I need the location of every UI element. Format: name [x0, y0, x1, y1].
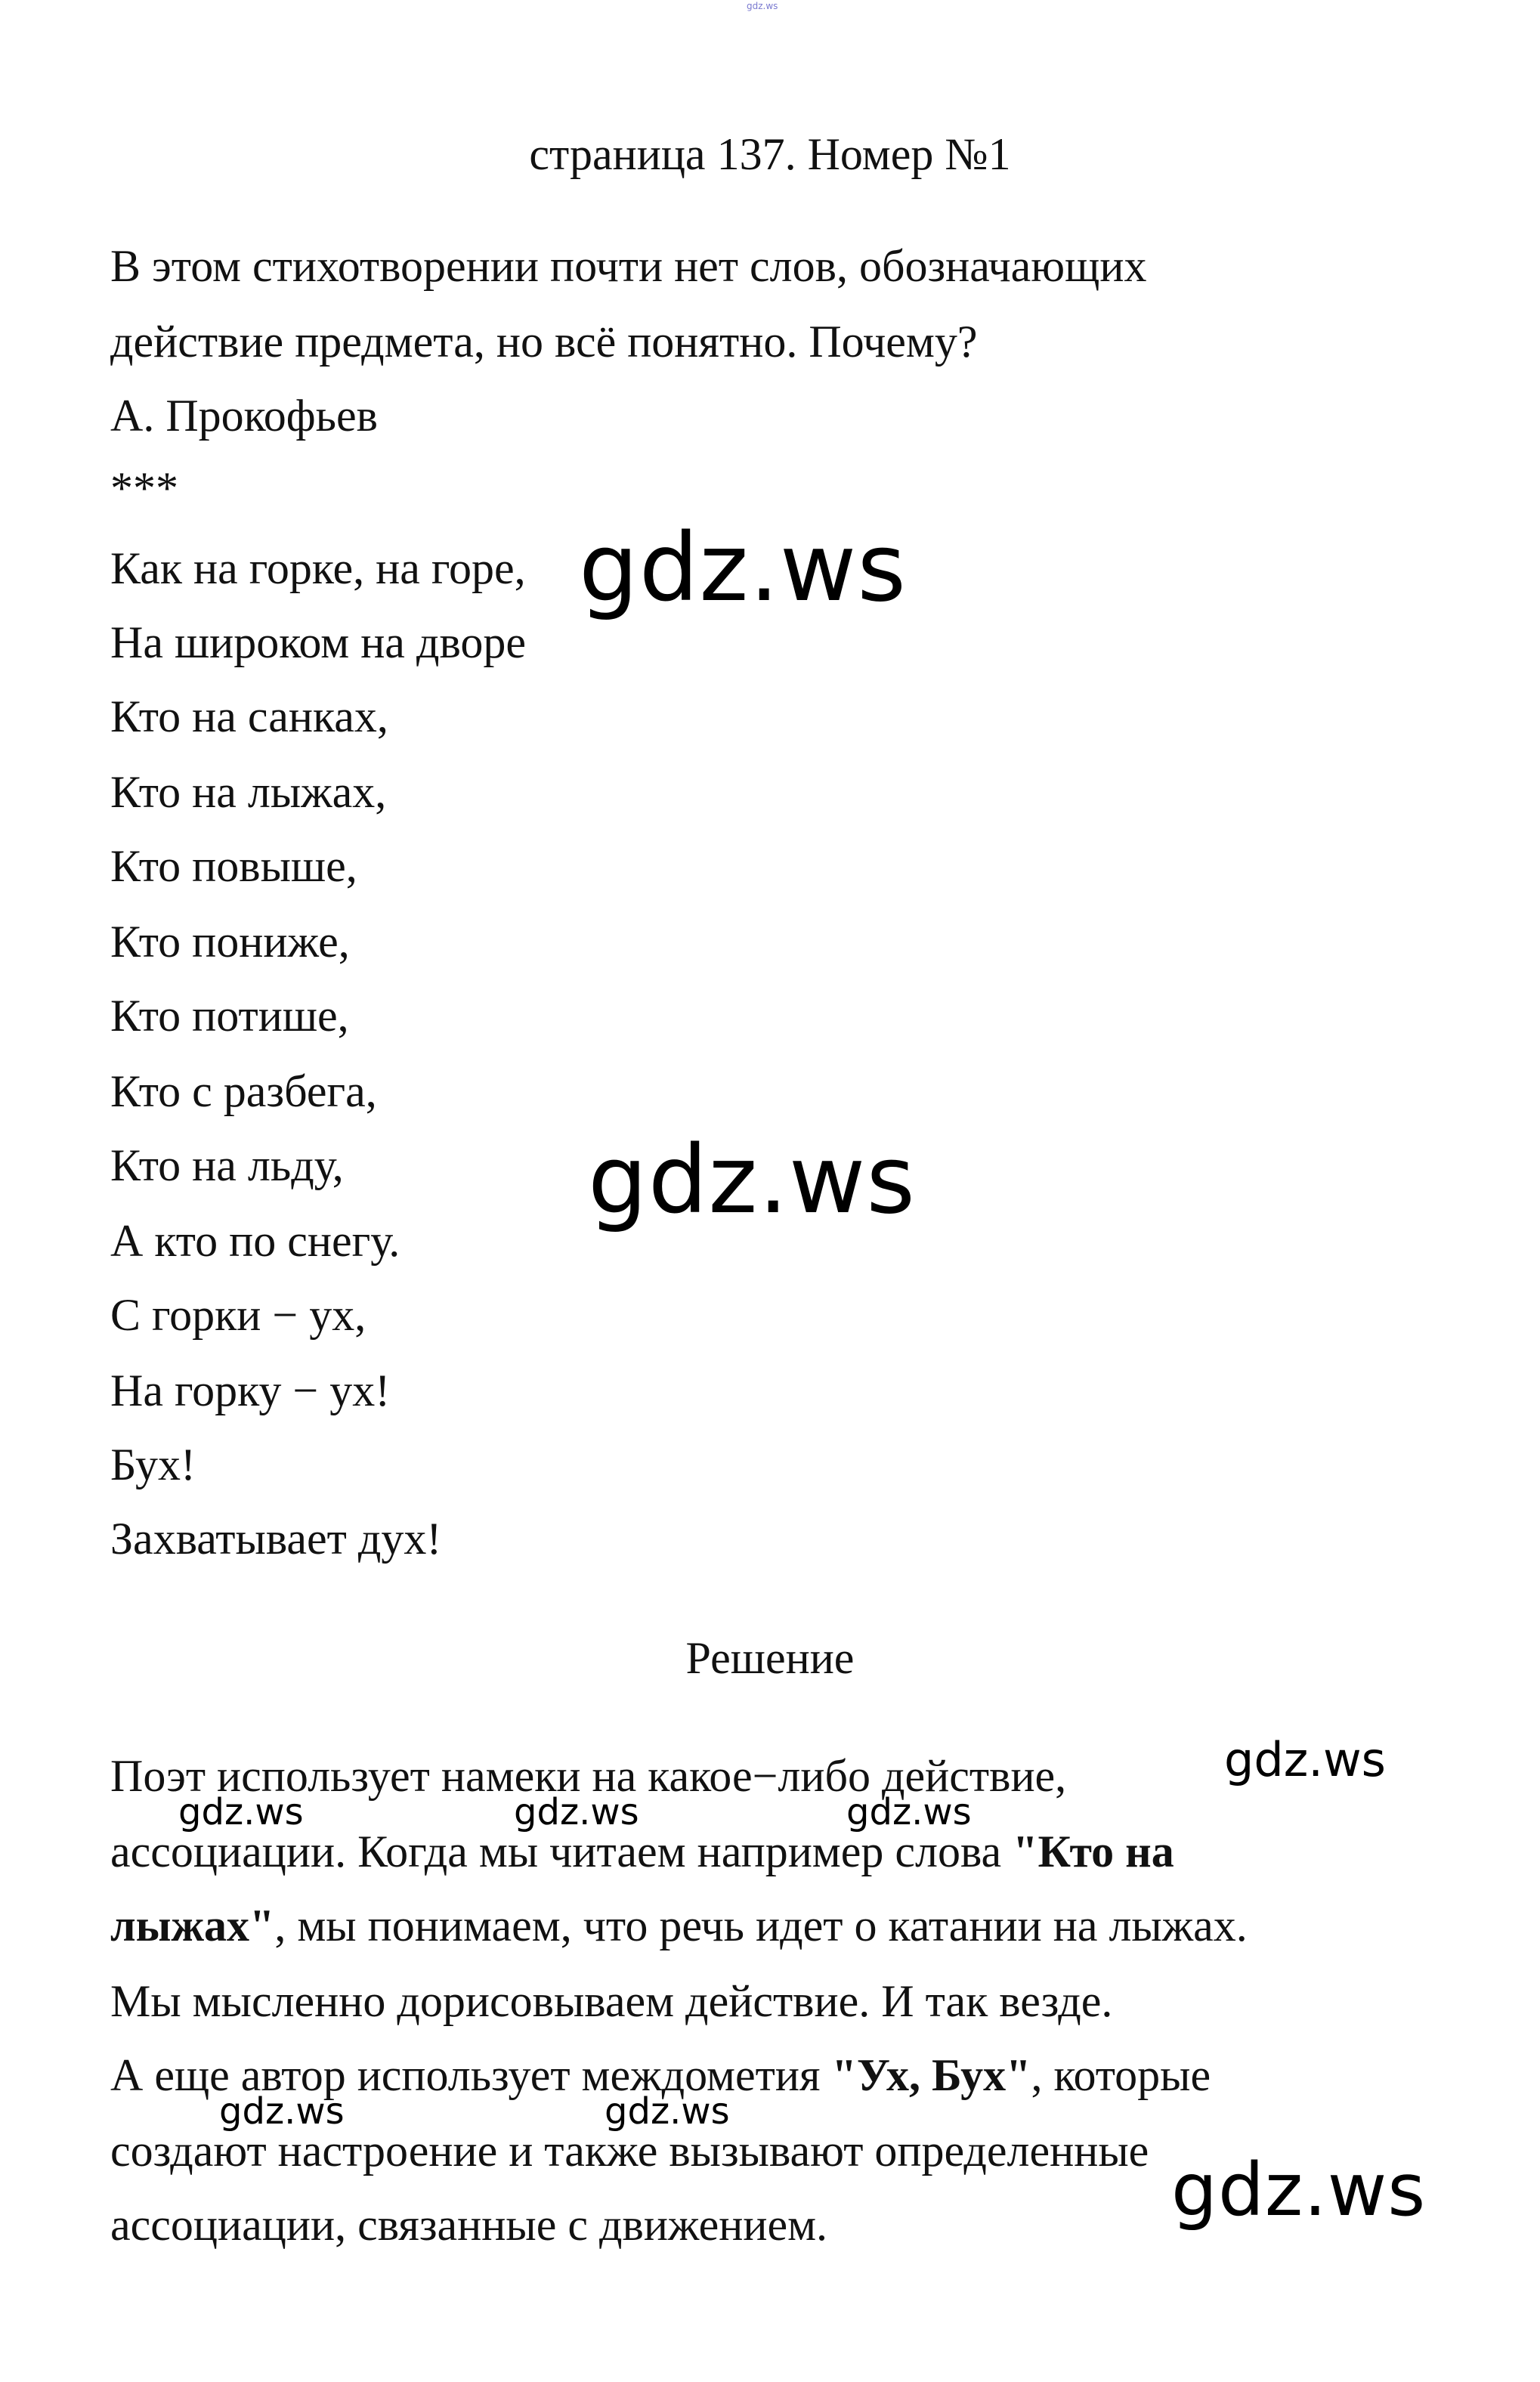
- solution-line-4: Мы мысленно дорисовываем действие. И так везде.: [110, 1976, 1113, 2026]
- solution-text: , мы понимаем, что речь идет о катании на лыжах.: [274, 1901, 1248, 1950]
- poem-line: Кто потише,: [110, 991, 349, 1041]
- solution-line-1: Поэт использует намеки на какое−либо действие,: [110, 1751, 1067, 1801]
- poem-line: А кто по снегу.: [110, 1216, 400, 1266]
- poem-line: С горки − ух,: [110, 1290, 366, 1340]
- solution-line-7: ассоциации, связанные с движением.: [110, 2200, 828, 2250]
- top-watermark: gdz.ws: [747, 1, 778, 11]
- poem-line: Бух!: [110, 1440, 196, 1490]
- poem-line: На горку − ух!: [110, 1366, 391, 1415]
- poem-line: Кто на лыжах,: [110, 767, 387, 817]
- poem-line: Как на горке, на горе,: [110, 543, 526, 593]
- poem-line: Кто повыше,: [110, 841, 357, 891]
- poem-line: Кто на льду,: [110, 1140, 344, 1190]
- solution-text: А еще автор использует междометия: [110, 2050, 832, 2100]
- watermark: gdz.ws: [605, 2090, 730, 2133]
- poem-line: Захватывает дух!: [110, 1514, 442, 1564]
- watermark: gdz.ws: [579, 514, 907, 623]
- solution-text: , которые: [1031, 2050, 1211, 2100]
- watermark: gdz.ws: [1224, 1732, 1386, 1787]
- watermark: gdz.ws: [178, 1791, 304, 1833]
- page-title: страница 137. Номер №1: [529, 129, 1011, 179]
- solution-line-3: [110, 1898, 1248, 1953]
- poem-line: На широком на дворе: [110, 617, 527, 667]
- poem-line: Кто пониже,: [110, 917, 350, 967]
- watermark: gdz.ws: [219, 2090, 345, 2133]
- question-line-2: действие предмета, но всё понятно. Почему?: [110, 317, 978, 367]
- question-line-1: В этом стихотворении почти нет слов, обозначающих: [110, 241, 1147, 291]
- solution-heading: Решение: [685, 1633, 855, 1683]
- watermark: gdz.ws: [846, 1791, 972, 1833]
- solution-quote-bold: "Кто на: [1013, 1827, 1174, 1876]
- stars-separator: ***: [110, 463, 178, 513]
- watermark: gdz.ws: [1171, 2148, 1427, 2232]
- poem-line: Кто с разбега,: [110, 1066, 377, 1116]
- solution-quote-bold: лыжах": [110, 1901, 275, 1950]
- watermark: gdz.ws: [588, 1126, 916, 1235]
- author-name: А. Прокофьев: [110, 391, 378, 441]
- watermark: gdz.ws: [514, 1791, 639, 1833]
- poem-line: Кто на санках,: [110, 691, 388, 741]
- solution-interjection-bold: "Ух, Бух": [831, 2050, 1031, 2100]
- solution-text: ассоциации. Когда мы читаем например слова: [110, 1827, 1013, 1876]
- solution-line-6: создают настроение и также вызывают определенные: [110, 2126, 1149, 2176]
